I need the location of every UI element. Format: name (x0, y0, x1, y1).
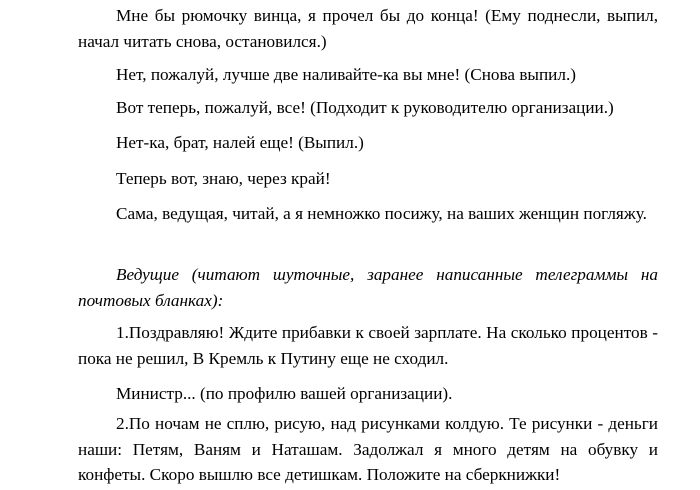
paragraph-6: Сама, ведущая, читай, а я немножко посижу, на ваших женщин погляжу. (116, 204, 647, 223)
paragraph-4: Нет-ка, брат, налей еще! (Выпил.) (116, 133, 364, 152)
paragraph-2: Нет, пожалуй, лучше две наливайте-ка вы мне! (Снова выпил.) (116, 65, 576, 84)
paragraph-1: Мне бы рюмочку винца, я прочел бы до конца! (Ему поднесли, выпил, начал читать снова, остановился.) (78, 6, 658, 51)
paragraph-9: Министр... (по профилю вашей организации). (116, 384, 453, 403)
paragraph-10: 2.По ночам не сплю, рисую, над рисунками колдую. Те рисунки - деньги наши: Петям, Ваням и Наташам. Задолжал я много детям на обувку и конфеты. Скоро вышлю все детишкам. Положите на сберкнижки! (78, 414, 658, 484)
paragraph-5: Теперь вот, знаю, через край! (116, 169, 331, 188)
paragraph-8: 1.Поздравляю! Ждите прибавки к своей зарплате. На сколько процентов - пока не решил, В Кремль к Путину еще не сходил. (78, 323, 658, 368)
paragraph-3: Вот теперь, пожалуй, все! (Подходит к руководителю организации.) (116, 98, 614, 117)
paragraph-7: Ведущие (читают шуточные, заранее написанные телеграммы на почтовых бланках): (78, 265, 658, 310)
